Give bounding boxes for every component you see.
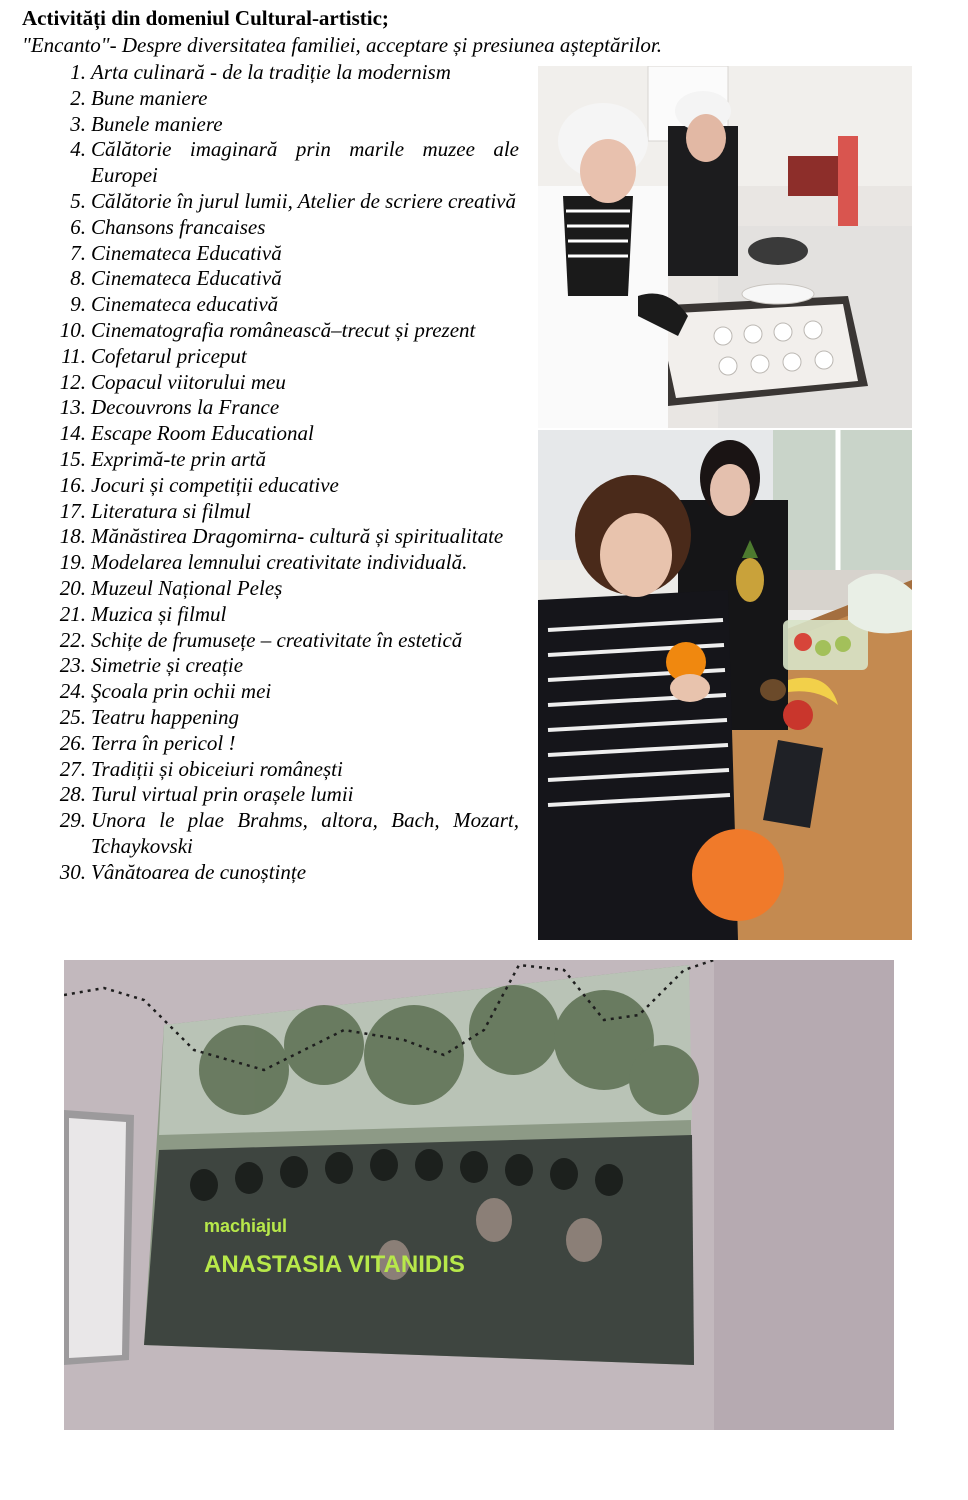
list-item: 19. Modelarea lemnului creativitate individuală. [59, 550, 468, 575]
list-item: 24. Şcoala prin ochii mei [59, 679, 272, 704]
list-item: 1. Arta culinară - de la tradiție la modernism [70, 60, 451, 84]
list-item: 10. Cinematografia românească–trecut și prezent [59, 317, 476, 342]
list-item: 17. Literatura si filmul [59, 498, 251, 523]
photo-film-projection [64, 960, 894, 1430]
projection-caption-line1: machiajul [204, 1216, 288, 1236]
list-item: 4. Călătorie imaginară prin marile muzee ale Europei [70, 137, 519, 188]
list-item: 7. Cinemateca Educativă [70, 240, 282, 265]
list-item: 22. Schițe de frumusețe – creativitate în estetică [59, 627, 463, 652]
list-item: 9. Cinemateca educativă [70, 292, 279, 317]
photo-students-fruit [538, 430, 912, 940]
page-subtitle: "Encanto"- Despre diversitatea familiei, acceptare și presiunea așteptărilor. [22, 33, 662, 57]
list-item: 15. Exprimă-te prin artă [59, 446, 266, 471]
list-item: 21. Muzica și filmul [59, 601, 227, 626]
list-item: 8. Cinemateca Educativă [70, 266, 282, 291]
list-item: 16. Jocuri și competiții educative [59, 472, 339, 497]
list-item: 6. Chansons francaises [70, 214, 266, 239]
photo-cooking-workshop [538, 66, 912, 428]
list-item: 28. Turul virtual prin orașele lumii [59, 782, 354, 807]
list-item: 13. Decouvrons la France [59, 395, 280, 420]
list-item: 2. Bune maniere [70, 85, 208, 110]
list-item: 25. Teatru happening [59, 704, 239, 729]
list-item: 20. Muzeul Național Peleș [59, 575, 283, 600]
activity-list [0, 60, 540, 886]
list-item: 27. Tradiții și obiceiuri românești [59, 756, 343, 781]
projection-scene [64, 960, 894, 1430]
list-item: 18. Mănăstirea Dragomirna- cultură și spiritualitate [59, 524, 504, 549]
list-item: 30. Vânătoarea de cunoștințe [59, 859, 307, 884]
page-title: Activități din domeniul Cultural-artistic; [22, 6, 389, 30]
list-item: 5. Călătorie în jurul lumii, Atelier de scriere creativă [70, 188, 516, 213]
list-item: 11. Cofetarul priceput [61, 343, 247, 368]
list-item: 14. Escape Room Educational [59, 421, 314, 446]
list-item: 12. Copacul viitorului meu [59, 369, 286, 394]
list-item: 23. Simetrie și creație [59, 653, 244, 678]
list-item: 29. Unora le plae Brahms, altora, Bach, Mozart, Tchaykovski [59, 808, 519, 858]
cooking-scene [538, 66, 912, 428]
fruit-scene [538, 430, 912, 940]
list-item: 3. Bunele maniere [70, 111, 223, 136]
projection-caption-line2: ANASTASIA VITANIDIS [204, 1251, 465, 1278]
list-item: 26. Terra în pericol ! [59, 730, 236, 755]
